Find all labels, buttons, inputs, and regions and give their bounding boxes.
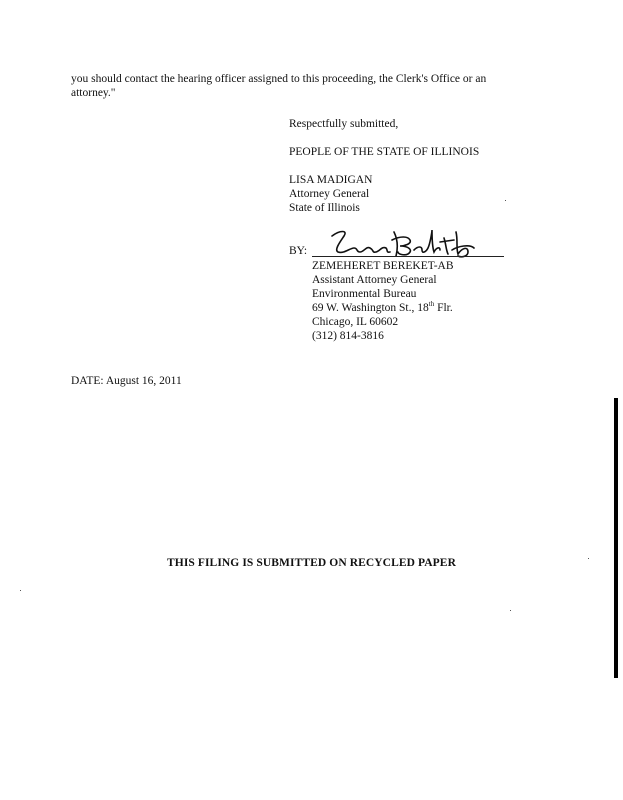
- scan-speck: [505, 200, 506, 201]
- signer-bureau: Environmental Bureau: [312, 288, 417, 300]
- by-label: BY:: [289, 245, 308, 257]
- address-floor: Flr.: [434, 302, 453, 314]
- signature-line: [312, 256, 504, 257]
- ag-title: Attorney General: [289, 188, 370, 200]
- ag-state: State of Illinois: [289, 202, 360, 214]
- ag-name: LISA MADIGAN: [289, 174, 373, 186]
- intro-paragraph: you should contact the hearing officer assigned to this proceeding, the Clerk's Office or an attorney.": [71, 73, 487, 99]
- scan-speck: [588, 558, 589, 559]
- recycled-paper-footer: THIS FILING IS SUBMITTED ON RECYCLED PAPER: [167, 557, 456, 569]
- party-name: PEOPLE OF THE STATE OF ILLINOIS: [289, 146, 480, 158]
- closing-text: Respectfully submitted,: [289, 118, 399, 130]
- signer-phone: (312) 814-3816: [312, 330, 384, 342]
- address-street: 69 W. Washington St., 18: [312, 302, 429, 314]
- signer-city: Chicago, IL 60602: [312, 316, 399, 328]
- signer-title: Assistant Attorney General: [312, 274, 437, 286]
- address-ordinal-suffix: th: [428, 300, 435, 309]
- signer-address: [312, 301, 453, 315]
- scan-speck: [510, 610, 511, 611]
- date-line: DATE: August 16, 2011: [71, 375, 182, 387]
- scan-speck: [20, 590, 21, 591]
- signer-name: ZEMEHERET BEREKET-AB: [312, 260, 454, 272]
- scan-edge-mark: [614, 398, 618, 678]
